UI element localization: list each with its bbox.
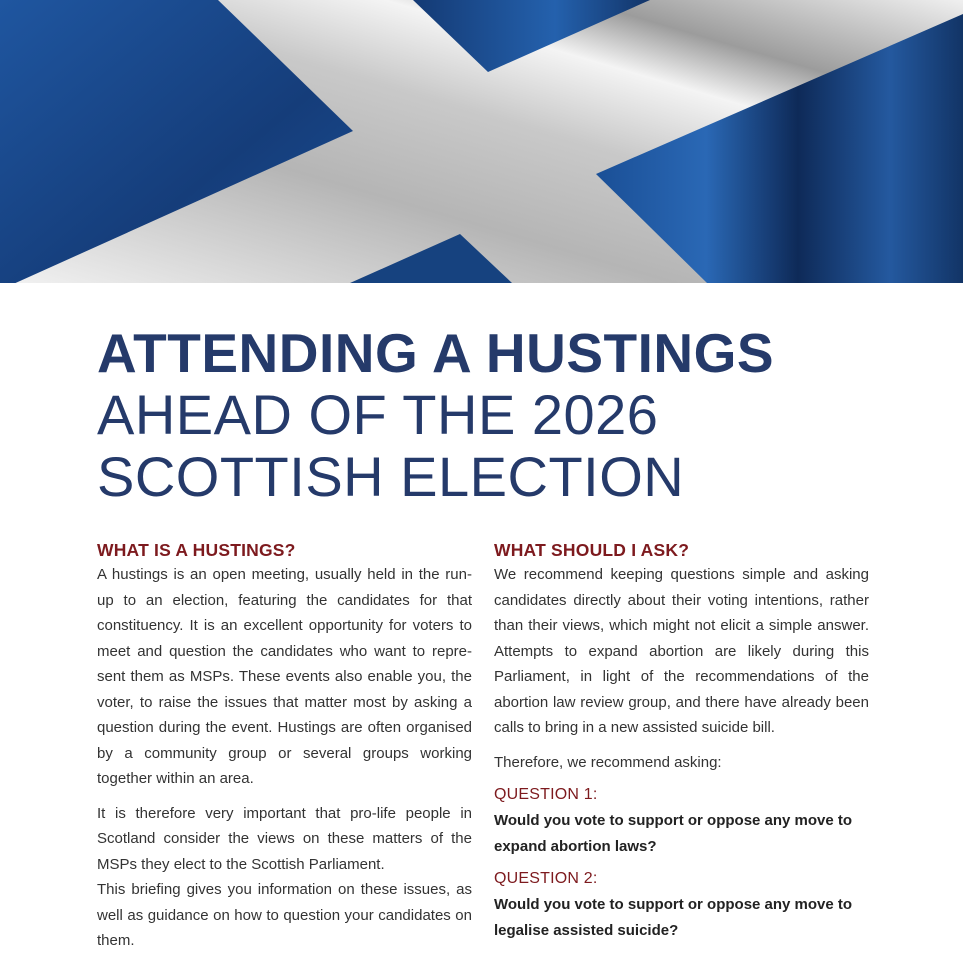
- saltire-flag-image: [0, 0, 963, 283]
- question-label: QUESTION 1:: [494, 786, 598, 803]
- question-2: [494, 868, 869, 943]
- title-line-3: SCOTTISH ELECTION: [97, 445, 685, 508]
- page-title: [97, 322, 877, 508]
- section-heading-what-should-i-ask: WHAT SHOULD I ASK?: [494, 540, 690, 560]
- paragraph: A hustings is an open meeting, usually held in the run-up to an election, featuring the candidates for that constituency. It is an excellent opportunity for voters to meet and question the candidates who want to represent them as MSPs. These events also enable you, the voter, to raise the issues that matter most by asking a question during the event. Hustings are often organised by a community group or several groups working together within an area.: [97, 566, 472, 787]
- title-line-2: AHEAD OF THE 2026: [97, 383, 659, 446]
- paragraph: Therefore, we recommend asking:: [494, 753, 722, 771]
- title-line-1: ATTENDING A HUSTINGS: [97, 322, 775, 384]
- paragraph: This briefing gives you information on these issues, as well as guidance on how to question your candidates on them.: [97, 881, 472, 949]
- paragraph: It is therefore very important that pro-life people in Scotland consider the views on these matters of the MSPs they elect to the Scottish Parliament.: [97, 804, 472, 873]
- paragraph: We recommend keeping questions simple and asking candidates directly about their voting intentions, rather than their views, which might not elicit a simple answer. Attempts to expand abortion are likely during this Parliament, in light of the recommendations of the abortion law review group, and there have already been calls to bring in a new assisted suicide bill.: [494, 566, 869, 736]
- question-text: Would you vote to support or oppose any move to legalise assisted suicide?: [494, 896, 853, 939]
- question-text: Would you vote to support or oppose any move to expand abortion laws?: [494, 812, 853, 855]
- section-heading-what-is-hustings: WHAT IS A HUSTINGS?: [97, 540, 296, 560]
- left-column: [97, 538, 472, 954]
- question-label: QUESTION 2:: [494, 870, 598, 887]
- hero-flag-banner: [0, 0, 963, 283]
- question-1: [494, 784, 869, 859]
- right-column: [494, 538, 869, 943]
